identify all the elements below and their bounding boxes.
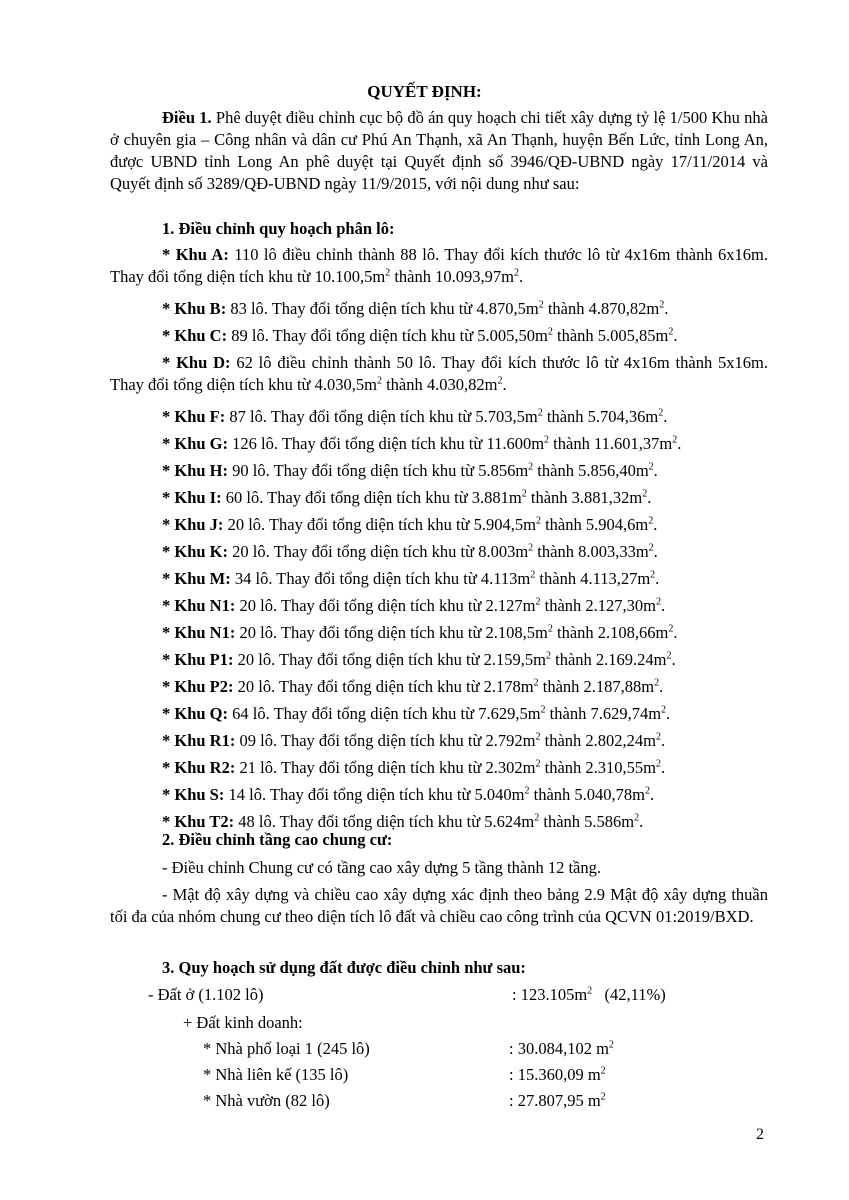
khu-item: * Khu R1: 09 lô. Thay đổi tổng diện tích khu từ $2.792m^2$ thành $2.802,24m^2$. <box>162 731 666 750</box>
khu-label: * Khu T2: <box>162 812 235 831</box>
khu-label: * Khu S: <box>162 785 225 804</box>
land-dat-o-row <box>148 984 666 1006</box>
khu-label: * Khu G: <box>162 434 229 453</box>
khu-label: * Khu M: <box>162 569 231 588</box>
section-2-heading: 2. Điều chỉnh tầng cao chung cư: <box>162 830 393 849</box>
khu-label: * Khu P2: <box>162 677 234 696</box>
khu-item: * Khu J: 20 lô. Thay đổi tổng diện tích khu từ $5.904,5m^2$ thành $5.904,6m^2$. <box>162 515 658 534</box>
khu-item: * Khu N1: 20 lô. Thay đổi tổng diện tích khu từ $2.127m^2$ thành $2.127,30m^2$. <box>162 596 666 615</box>
page-number: 2 <box>756 1126 764 1143</box>
khu-label: * Khu A: <box>162 245 229 264</box>
section-2-line-1: - Điều chỉnh Chung cư có tầng cao xây dựng 5 tầng thành 12 tầng. <box>162 858 601 877</box>
article-1-lead: Điều 1. <box>162 108 212 127</box>
khu-item: * Khu M: 34 lô. Thay đổi tổng diện tích khu từ $4.113m^2$ thành $4.113,27m^2$. <box>162 569 660 588</box>
khu-item: * Khu P2: 20 lô. Thay đổi tổng diện tích khu từ $2.178m^2$ thành $2.187,88m^2$. <box>162 677 664 696</box>
khu-label: * Khu N1: <box>162 623 236 642</box>
khu-item: * Khu R2: 21 lô. Thay đổi tổng diện tích khu từ $2.302m^2$ thành $2.310,55m^2$. <box>162 758 666 777</box>
land-item-label: * Nhà phố loại 1 (245 lô) <box>203 1039 370 1058</box>
khu-label: * Khu K: <box>162 542 229 561</box>
khu-label: * Khu C: <box>162 326 228 345</box>
khu-label: * Khu H: <box>162 461 229 480</box>
land-item-value: : 30.084,102 $m^2$ <box>509 1039 614 1058</box>
khu-item: * Khu K: 20 lô. Thay đổi tổng diện tích khu từ $8.003m^2$ thành $8.003,33m^2$. <box>162 542 658 561</box>
khu-label: * Khu N1: <box>162 596 236 615</box>
khu-item: * Khu N1: 20 lô. Thay đổi tổng diện tích khu từ $2.108,5m^2$ thành $2.108,66m^2$. <box>162 623 678 642</box>
khu-label: * Khu R2: <box>162 758 236 777</box>
khu-label: * Khu P1: <box>162 650 234 669</box>
article-1 <box>110 107 768 195</box>
khu-label: * Khu J: <box>162 515 224 534</box>
khu-label: * Khu I: <box>162 488 222 507</box>
khu-item: * Khu B: 83 lô. Thay đổi tổng diện tích khu từ $4.870,5m^2$ thành $4.870,82m^2$. <box>162 299 669 318</box>
khu-label: * Khu B: <box>162 299 227 318</box>
section-3-heading: 3. Quy hoạch sử dụng đất được điều chỉnh như sau: <box>162 958 526 977</box>
land-item-row <box>203 1090 606 1112</box>
land-item-label: * Nhà liên kế (135 lô) <box>203 1065 349 1084</box>
khu-label: * Khu R1: <box>162 731 236 750</box>
khu-label: * Khu D: <box>162 353 231 372</box>
khu-item: * Khu D: 62 lô điều chỉnh thành 50 lô. Thay đổi kích thước lô từ 4x16m thành 5x16m. Thay đổi tổng diện tích khu từ $4.030,5m^2$ thành $4.030,82m^2$. <box>110 353 768 394</box>
khu-item: * Khu P1: 20 lô. Thay đổi tổng diện tích khu từ $2.159,5m^2$ thành $2.169.24m^2$. <box>162 650 676 669</box>
page-title: QUYẾT ĐỊNH: <box>367 82 482 101</box>
khu-item: * Khu H: 90 lô. Thay đổi tổng diện tích khu từ $5.856m^2$ thành $5.856,40m^2$. <box>162 461 658 480</box>
land-dat-o-value: : $123.105m^2$ (42,11%) <box>512 985 666 1004</box>
land-item-value: : 27.807,95 $m^2$ <box>509 1091 606 1110</box>
land-dat-o-label: - Đất ở (1.102 lô) <box>148 985 264 1004</box>
land-item-label: * Nhà vườn (82 lô) <box>203 1091 330 1110</box>
section-2-line-2: - Mật độ xây dựng và chiều cao xây dựng xác định theo bảng 2.9 Mật độ xây dựng thuần tối đa của nhóm chung cư theo diện tích lô đất và chiều cao công trình của QCVN 01:2019/BXD. <box>110 885 768 926</box>
khu-item: * Khu Q: 64 lô. Thay đổi tổng diện tích khu từ $7.629,5m^2$ thành $7.629,74m^2$. <box>162 704 671 723</box>
khu-label: * Khu Q: <box>162 704 229 723</box>
land-item-row <box>203 1038 614 1060</box>
khu-item: * Khu G: 126 lô. Thay đổi tổng diện tích khu từ $11.600m^2$ thành $11.601,37m^2$. <box>162 434 682 453</box>
article-1-text: Phê duyệt điều chỉnh cục bộ đồ án quy hoạch chi tiết xây dựng tỷ lệ 1/500 Khu nhà ở chuyên gia – Công nhân và dân cư Phú An Thạnh, xã An Thạnh, huyện Bến Lức, tỉnh Long An, được UBND tỉnh Long An phê duyệt tại Quyết định số 3946/QĐ-UBND ngày 17/11/2014 và Quyết định số 3289/QĐ-UBND ngày 11/9/2015, với nội dung như sau: <box>110 108 769 193</box>
section-1-heading: 1. Điều chỉnh quy hoạch phân lô: <box>162 219 395 238</box>
khu-item: * Khu I: 60 lô. Thay đổi tổng diện tích khu từ $3.881m^2$ thành $3.881,32m^2$. <box>162 488 652 507</box>
khu-item: * Khu T2: 48 lô. Thay đổi tổng diện tích khu từ $5.624m^2$ thành $5.586m^2$. <box>162 812 644 831</box>
land-item-row <box>203 1064 606 1086</box>
khu-label: * Khu F: <box>162 407 226 426</box>
khu-item: * Khu C: 89 lô. Thay đổi tổng diện tích khu từ $5.005,50m^2$ thành $5.005,85m^2$. <box>162 326 678 345</box>
khu-item: * Khu S: 14 lô. Thay đổi tổng diện tích khu từ $5.040m^2$ thành $5.040,78m^2$. <box>162 785 655 804</box>
land-kinh-doanh: + Đất kinh doanh: <box>183 1013 303 1032</box>
khu-item: * Khu A: 110 lô điều chỉnh thành 88 lô. Thay đổi kích thước lô từ 4x16m thành 6x16m. Thay đổi tổng diện tích khu từ $10.100,5m^2$ thành $10.093,97m^2$. <box>110 245 769 286</box>
land-item-value: : 15.360,09 $m^2$ <box>509 1065 606 1084</box>
khu-item: * Khu F: 87 lô. Thay đổi tổng diện tích khu từ $5.703,5m^2$ thành $5.704,36m^2$. <box>162 407 668 426</box>
